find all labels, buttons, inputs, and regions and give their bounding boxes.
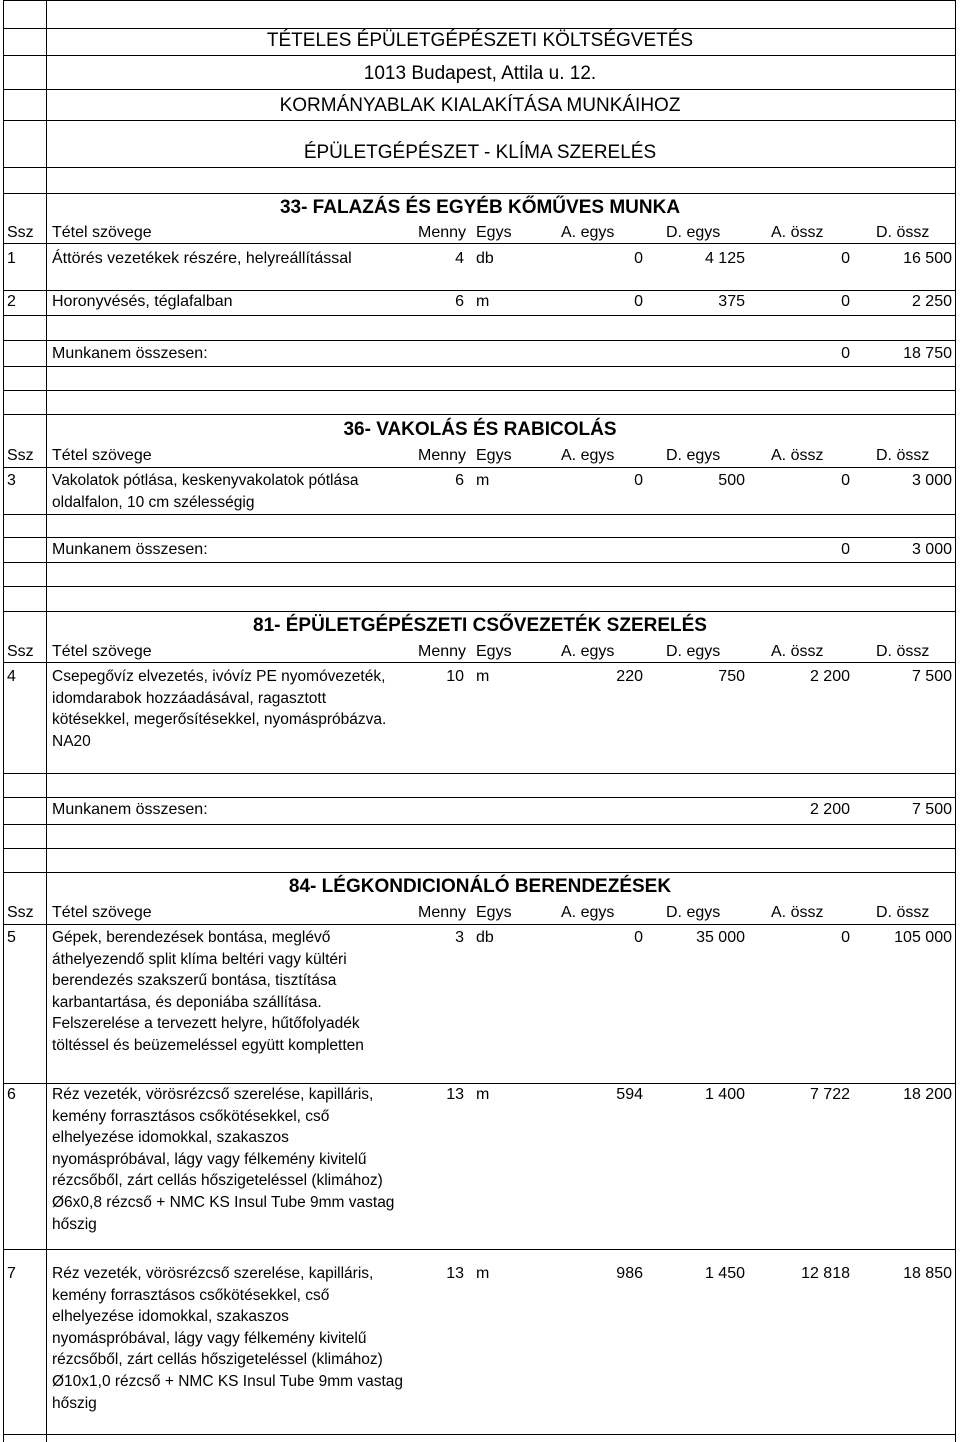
header-egys: Egys (476, 904, 512, 921)
item-text: Réz vezeték, vörösrézcső szerelése, kapilláris, kemény forrasztásos csőkötésekkel, cső elhelyezése idomokkal, szakaszos nyomáspróbával, lágy vagy félkemény kivitelű rézcsőből, zárt cellás hőszigeteléssel (klimához) Ø10x1,0 rézcső + NMC KS Insul Tube 9mm vastag hőszig (52, 1265, 404, 1412)
item-egys: m (476, 1086, 490, 1103)
header-text: Tétel szövege (52, 643, 152, 660)
item-ssz: 6 (7, 1086, 16, 1103)
item-a-ossz: 0 (841, 250, 850, 267)
item-a-egys: 220 (616, 668, 643, 685)
total-label: Munkanem összesen: (52, 345, 208, 362)
item-egys: m (476, 1265, 490, 1282)
item-d-egys: 1 450 (704, 1265, 745, 1282)
section-title-81: 81- ÉPÜLETGÉPÉSZETI CSŐVEZETÉK SZERELÉS (253, 615, 707, 636)
header-d-egys: D. egys (666, 447, 721, 464)
doc-title: TÉTELES ÉPÜLETGÉPÉSZETI KÖLTSÉGVETÉS (266, 30, 694, 51)
item-menny: 3 (455, 929, 464, 946)
item-ssz: 5 (7, 929, 16, 946)
header-text: Tétel szövege (52, 447, 152, 464)
header-a-ossz: A. össz (771, 224, 824, 241)
item-menny: 10 (446, 668, 464, 685)
item-a-egys: 0 (634, 472, 643, 489)
header-a-egys: A. egys (561, 447, 615, 464)
item-d-ossz: 2 250 (911, 293, 952, 310)
header-d-egys: D. egys (666, 224, 721, 241)
header-d-ossz: D. össz (876, 224, 930, 241)
item-egys: m (476, 472, 490, 489)
item-d-egys: 35 000 (696, 929, 745, 946)
item-egys: db (476, 929, 494, 946)
header-menny: Menny (418, 447, 467, 464)
header-a-ossz: A. össz (771, 447, 824, 464)
item-d-egys: 4 125 (704, 250, 745, 267)
item-a-egys: 0 (634, 929, 643, 946)
item-a-ossz: 7 722 (809, 1086, 850, 1103)
header-egys: Egys (476, 643, 512, 660)
item-a-egys: 0 (634, 293, 643, 310)
item-text: Horonyvésés, téglafalban (52, 293, 233, 310)
header-egys: Egys (476, 447, 512, 464)
header-ssz: Ssz (7, 904, 34, 921)
header-d-ossz: D. össz (876, 904, 930, 921)
item-ssz: 2 (7, 293, 16, 310)
item-d-ossz: 16 500 (903, 250, 952, 267)
total-a-ossz: 0 (841, 345, 850, 362)
item-d-egys: 500 (718, 472, 745, 489)
item-ssz: 1 (7, 250, 16, 267)
header-a-egys: A. egys (561, 643, 615, 660)
item-a-ossz: 12 818 (801, 1265, 850, 1282)
header-text: Tétel szövege (52, 224, 152, 241)
total-label: Munkanem összesen: (52, 801, 208, 818)
header-ssz: Ssz (7, 643, 34, 660)
item-a-egys: 594 (616, 1086, 643, 1103)
item-a-egys: 986 (616, 1265, 643, 1282)
header-menny: Menny (418, 224, 467, 241)
item-egys: db (476, 250, 494, 267)
total-d-ossz: 18 750 (903, 345, 952, 362)
item-ssz: 7 (7, 1265, 16, 1282)
header-a-ossz: A. össz (771, 643, 824, 660)
item-menny: 6 (455, 293, 464, 310)
header-ssz: Ssz (7, 447, 34, 464)
item-d-ossz: 18 200 (903, 1086, 952, 1103)
item-d-egys: 750 (718, 668, 745, 685)
header-menny: Menny (418, 643, 467, 660)
item-d-ossz: 7 500 (911, 668, 952, 685)
section-title-84: 84- LÉGKONDICIONÁLÓ BERENDEZÉSEK (288, 876, 672, 897)
header-a-egys: A. egys (561, 224, 615, 241)
header-a-egys: A. egys (561, 904, 615, 921)
item-a-ossz: 0 (841, 472, 850, 489)
section-title-33: 33- FALAZÁS ÉS EGYÉB KŐMŰVES MUNKA (279, 197, 681, 218)
item-text: Vakolatok pótlása, keskenyvakolatok pótlása oldalfalon, 10 cm szélességig (52, 472, 359, 511)
item-ssz: 3 (7, 472, 16, 489)
item-text: Gépek, berendezések bontása, meglévő áthelyezendő split klíma beltéri vagy kültéri berendezés szakszerű bontása, tisztítása karbantartása, és deponiába szállítása. Felszerelése a tervezett helyre, hűtőfolyadék töltéssel és beüzemeléssel együtt kompletten (52, 929, 364, 1054)
item-menny: 13 (446, 1086, 464, 1103)
item-ssz: 4 (7, 668, 16, 685)
section-title-36: 36- VAKOLÁS ÉS RABICOLÁS (343, 419, 617, 440)
item-a-egys: 0 (634, 250, 643, 267)
doc-subtitle: KORMÁNYABLAK KIALAKÍTÁSA MUNKÁIHOZ (279, 95, 681, 116)
doc-category: ÉPÜLETGÉPÉSZET - KLÍMA SZERELÉS (303, 142, 657, 163)
total-d-ossz: 3 000 (911, 541, 952, 558)
header-a-ossz: A. össz (771, 904, 824, 921)
item-a-ossz: 0 (841, 293, 850, 310)
item-d-egys: 1 400 (704, 1086, 745, 1103)
header-text: Tétel szövege (52, 904, 152, 921)
total-d-ossz: 7 500 (911, 801, 952, 818)
header-ssz: Ssz (7, 224, 34, 241)
item-d-egys: 375 (718, 293, 745, 310)
item-d-ossz: 105 000 (894, 929, 952, 946)
header-d-ossz: D. össz (876, 447, 930, 464)
item-text: Csepegővíz elvezetés, ivóvíz PE nyomóvezeték, idomdarabok hozzáadásával, ragasztott kötésekkel, megerősítésekkel, nyomáspróbázva. NA20 (52, 668, 387, 750)
header-menny: Menny (418, 904, 467, 921)
doc-address: 1013 Budapest, Attila u. 12. (363, 63, 597, 84)
item-d-ossz: 3 000 (911, 472, 952, 489)
item-menny: 4 (455, 250, 464, 267)
item-a-ossz: 0 (841, 929, 850, 946)
item-menny: 6 (455, 472, 464, 489)
total-label: Munkanem összesen: (52, 541, 208, 558)
header-d-egys: D. egys (666, 904, 721, 921)
item-egys: m (476, 668, 490, 685)
total-a-ossz: 2 200 (809, 801, 850, 818)
header-d-ossz: D. össz (876, 643, 930, 660)
header-egys: Egys (476, 224, 512, 241)
item-text: Áttörés vezetékek részére, helyreállítással (52, 250, 352, 267)
total-a-ossz: 0 (841, 541, 850, 558)
item-text: Réz vezeték, vörösrézcső szerelése, kapilláris, kemény forrasztásos csőkötésekkel, cső elhelyezése idomokkal, szakaszos nyomáspróbával, lágy vagy félkemény kivitelű rézcsőből, zárt cellás hőszigeteléssel (klimához) Ø6x0,8 rézcső + NMC KS Insul Tube 9mm vastag hőszig (52, 1086, 395, 1233)
item-menny: 13 (446, 1265, 464, 1282)
header-d-egys: D. egys (666, 643, 721, 660)
item-a-ossz: 2 200 (809, 668, 850, 685)
item-d-ossz: 18 850 (903, 1265, 952, 1282)
item-egys: m (476, 293, 490, 310)
